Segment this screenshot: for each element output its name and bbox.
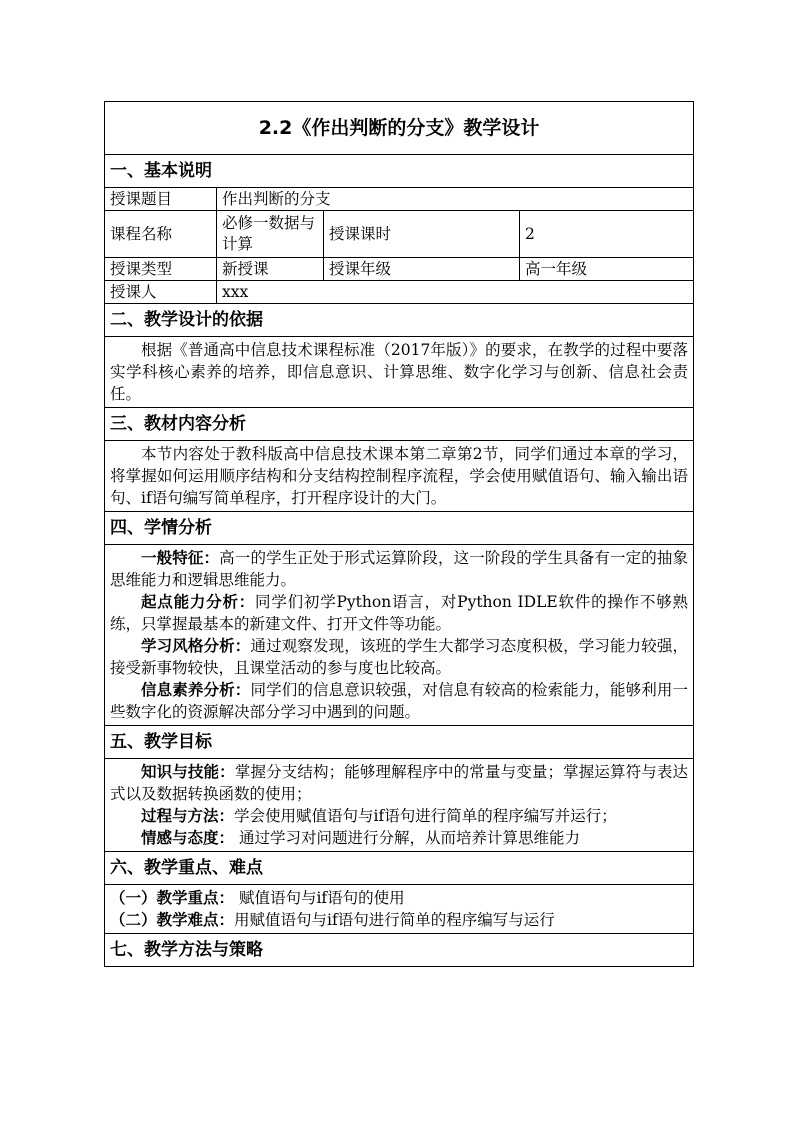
section-heading-material-analysis: 三、教材内容分析 [105,408,694,441]
goal-attitude-text: 通过学习对问题进行分解，从而培养计算思维能力 [234,829,580,847]
student-general-text: 高一的学生正处于形式运算阶段，这一阶段的学生具备有一定的抽象思维能力和逻辑思维能力。 [110,549,689,589]
student-ability-paragraph [110,591,688,635]
teacher-label: 授课人 [105,281,217,304]
grade-value: 高一年级 [520,258,694,281]
course-value: 必修一数据与计算 [217,211,324,258]
grade-label: 授课年级 [324,258,520,281]
material-analysis-text: 本节内容处于教科版高中信息技术课本第二章第2节，同学们通过本章的学习，将掌握如何运用顺序结构和分支结构控制程序流程，学会使用赋值语句、输入输出语句、if语句编写简单程序，打开程序设计的大门。 [110,445,689,507]
section-heading-student-analysis: 四、学情分析 [105,512,694,545]
student-style-paragraph [110,635,688,679]
goal-process-text: 学会使用赋值语句与if语句进行简单的程序编写并运行； [234,807,617,825]
course-label: 课程名称 [105,211,217,258]
lesson-plan-table [104,101,694,967]
difficult-point-label: （二）教学难点： [110,911,235,929]
topic-label: 授课题目 [105,188,217,211]
design-basis-text: 根据《普通高中信息技术课程标准（2017年版）》的要求，在教学的过程中要落实学科核心素养的培养，即信息意识、计算思维、数字化学习与创新、信息社会责任。 [110,341,689,403]
section-heading-methods: 七、教学方法与策略 [105,934,694,967]
type-label: 授课类型 [105,258,217,281]
teacher-value: xxx [217,281,694,304]
goal-process-paragraph [110,805,688,827]
teaching-goals-cell [105,759,694,852]
goal-knowledge-text: 掌握分支结构；能够理解程序中的常量与变量；掌握运算符与表达式以及数据转换函数的使用； [110,763,689,803]
student-literacy-text: 同学们的信息意识较强，对信息有较高的检索能力，能够利用一些数字化的资源解决部分学习中遇到的问题。 [110,681,689,721]
goal-attitude-label: 情感与态度： [141,829,235,847]
hours-label: 授课课时 [324,211,520,258]
student-literacy-label: 信息素养分析： [141,681,251,699]
section-heading-design-basis: 二、教学设计的依据 [105,304,694,337]
section-heading-basic-info: 一、基本说明 [105,155,694,188]
section-heading-key-points: 六、教学重点、难点 [105,852,694,885]
topic-value: 作出判断的分支 [217,188,694,211]
student-style-label: 学习风格分析： [141,637,251,655]
student-general-label: 一般特征： [141,549,220,567]
key-points-cell [105,885,694,934]
goal-process-label: 过程与方法： [141,807,235,825]
hours-value: 2 [520,211,694,258]
lesson-plan-document [104,101,693,967]
student-style-text: 通过观察发现，该班的学生大都学习态度积极，学习能力较强，接受新事物较快，且课堂活动的参与度也比较高。 [110,637,689,677]
material-analysis-cell [105,441,694,512]
key-point-text: 赋值语句与if语句的使用 [234,889,405,907]
goal-knowledge-paragraph [110,761,688,805]
difficult-point-text: 用赋值语句与if语句进行简单的程序编写与运行 [234,911,555,929]
key-point-paragraph [110,887,688,909]
key-point-label: （一）教学重点： [110,889,235,907]
difficult-point-paragraph [110,909,688,931]
document-title: 2.2《作出判断的分支》教学设计 [105,102,694,155]
student-ability-label: 起点能力分析： [141,593,256,611]
type-value: 新授课 [217,258,324,281]
goal-knowledge-label: 知识与技能： [141,763,235,781]
section-heading-teaching-goals: 五、教学目标 [105,726,694,759]
student-ability-text: 同学们初学Python语言，对Python IDLE软件的操作不够熟练，只掌握最基本的新建文件、打开文件等功能。 [110,593,689,633]
student-analysis-cell [105,545,694,726]
student-general-paragraph [110,547,688,591]
design-basis-cell [105,337,694,408]
goal-attitude-paragraph [110,827,688,849]
student-literacy-paragraph [110,679,688,723]
